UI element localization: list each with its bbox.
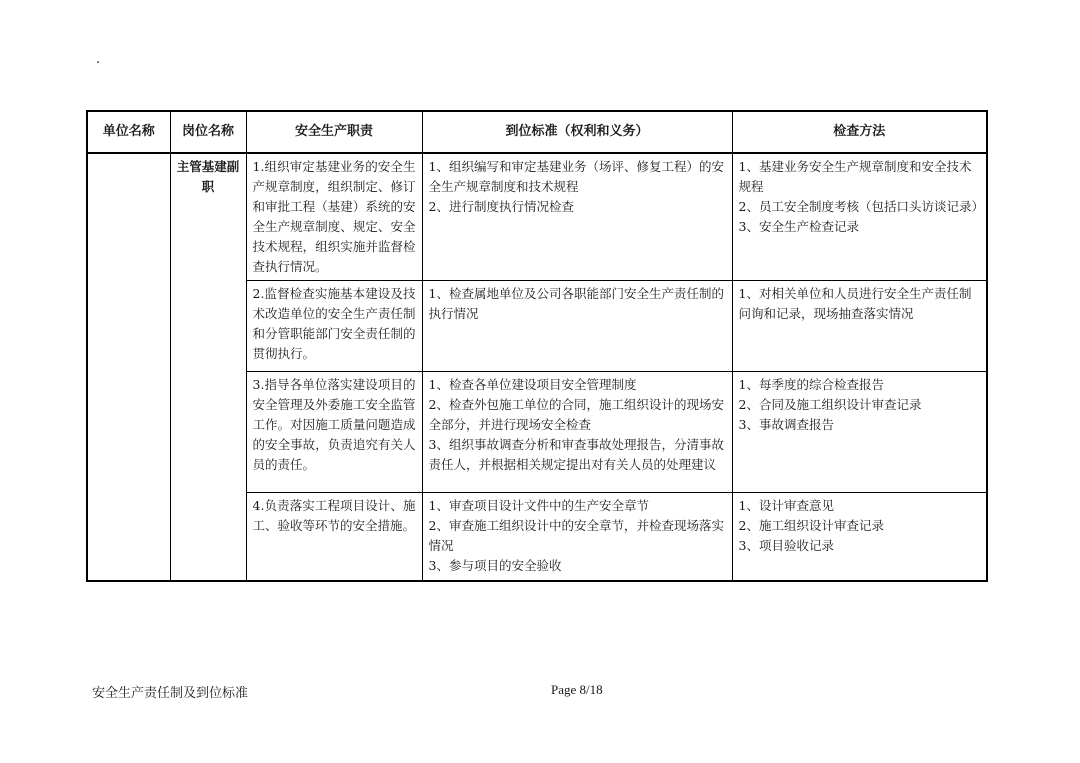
standard-item: 3、参与项目的安全验收 [428,558,562,573]
method-cell [732,281,987,372]
standard-cell [422,281,732,372]
standard-item: 2、进行制度执行情况检查 [428,199,574,214]
duty-cell: 2.监督检查实施基本建设及技术改造单位的安全生产责任制和分管职能部门安全责任制的贯彻执行。 [246,281,422,372]
method-item: 2、员工安全制度考核（包括口头访谈记录） [738,199,984,214]
header-standard: 到位标准（权利和义务） [422,111,732,153]
method-item: 3、项目验收记录 [738,538,834,553]
method-item: 3、事故调查报告 [738,417,834,432]
page-mark: . [96,52,101,67]
method-cell [732,493,987,581]
method-item: 1、每季度的综合检查报告 [738,377,884,392]
standard-item: 3、组织事故调查分析和审查事故处理报告，分清事故责任人，并根据相关规定提出对有关人员的处理建议 [428,437,724,472]
method-item: 1、设计审查意见 [738,498,834,513]
table-header-row [87,111,987,153]
method-cell [732,153,987,281]
header-post-name: 岗位名称 [170,111,246,153]
header-safety-duty: 安全生产职责 [246,111,422,153]
duty-cell: 4.负责落实工程项目设计、施工、验收等环节的安全措施。 [246,493,422,581]
standard-item: 1、检查属地单位及公司各职能部门安全生产责任制的执行情况 [428,286,724,321]
standard-cell [422,372,732,493]
duty-cell: 1.组织审定基建业务的安全生产规章制度，组织制定、修订和审批工程（基建）系统的安全生产规章制度、规定、安全技术规程，组织实施并监督检查执行情况。 [246,153,422,281]
method-item: 3、安全生产检查记录 [738,219,859,234]
standard-item: 1、检查各单位建设项目安全管理制度 [428,377,637,392]
standard-item: 1、组织编写和审定基建业务（场评、修复工程）的安全生产规章制度和技术规程 [428,159,724,194]
table-row [87,153,987,281]
method-item: 2、合同及施工组织设计审查记录 [738,397,922,412]
method-item: 2、施工组织设计审查记录 [738,518,884,533]
duty-cell: 3.指导各单位落实建设项目的安全管理及外委施工安全监管工作。对因施工质量问题造成的安全事故，负责追究有关人员的责任。 [246,372,422,493]
method-cell [732,372,987,493]
unit-name-cell [87,153,170,581]
footer-page-number: Page 8/18 [551,682,603,697]
header-unit-name: 单位名称 [87,111,170,153]
method-item: 1、基建业务安全生产规章制度和安全技术规程 [738,159,972,194]
standard-item: 2、审查施工组织设计中的安全章节，并检查现场落实情况 [428,518,724,553]
responsibility-table [86,110,988,582]
standard-item: 2、检查外包施工单位的合同，施工组织设计的现场安全部分，并进行现场安全检查 [428,397,724,432]
header-check-method: 检查方法 [732,111,987,153]
standard-item: 1、审查项目设计文件中的生产安全章节 [428,498,649,513]
standard-cell [422,493,732,581]
footer-document-title: 安全生产责任制及到位标准 [92,686,249,701]
method-item: 1、对相关单位和人员进行安全生产责任制问询和记录，现场抽查落实情况 [738,286,972,321]
post-name-cell: 主管基建副职 [170,153,246,581]
standard-cell [422,153,732,281]
